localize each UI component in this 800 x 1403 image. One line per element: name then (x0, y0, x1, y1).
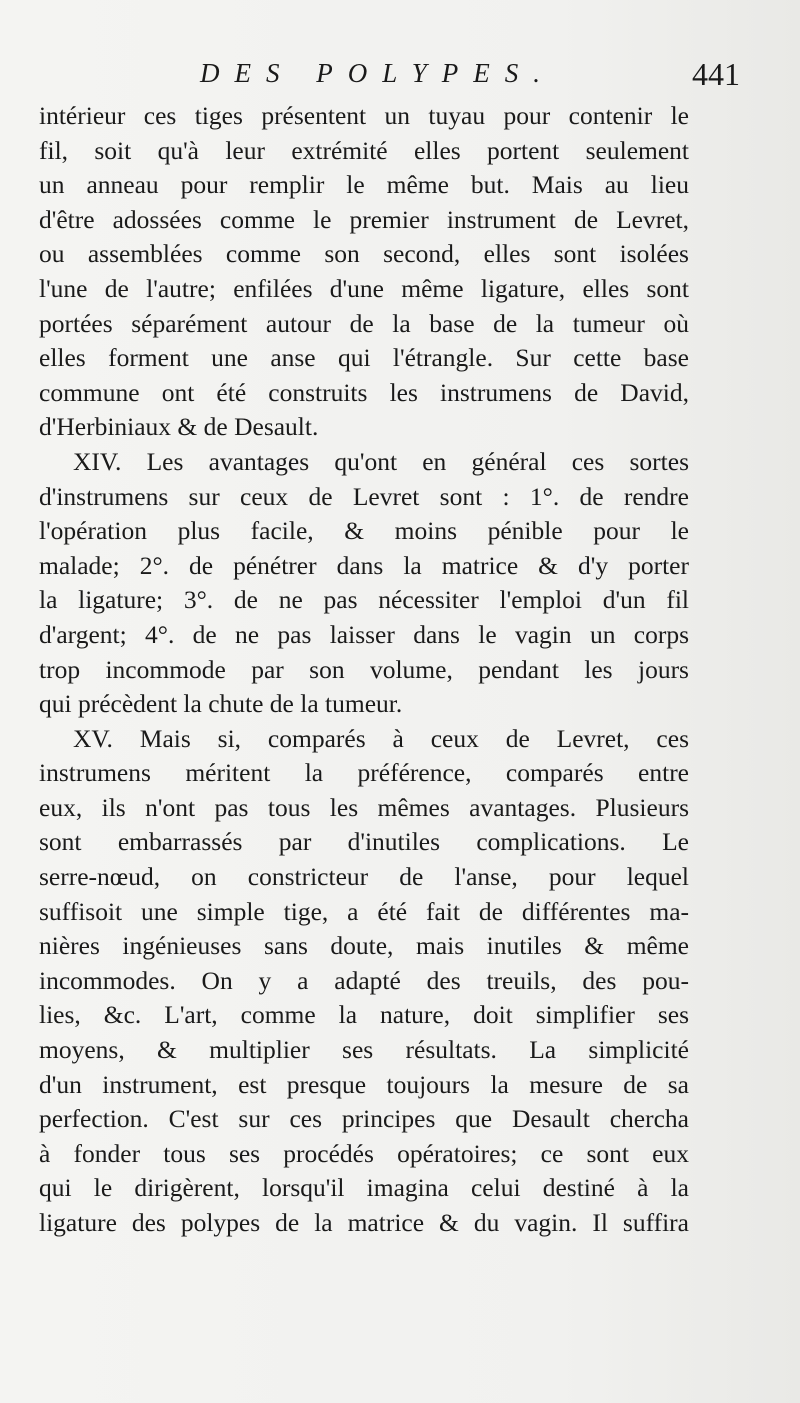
text-line: l'opération plus facile, & moins pénible pour le (39, 516, 689, 546)
page-number: 441 (692, 56, 740, 92)
text-line: lies, &c. L'art, comme la nature, doit simplifier ses (39, 1000, 689, 1030)
text-line: nières ingénieuses sans doute, mais inutiles & même (39, 931, 689, 961)
text-line: qui le dirigèrent, lorsqu'il imagina celui destiné à la (39, 1173, 689, 1203)
text-line: intérieur ces tiges présentent un tuyau pour contenir le (39, 101, 689, 130)
text-line: l'une de l'autre; enfilées d'une même ligature, elles sont (39, 273, 689, 303)
text-line: ou assemblées comme son second, elles sont isolées (39, 239, 689, 269)
text-line: elles forment une anse qui l'étrangle. Sur cette base (39, 343, 689, 373)
text-line: suffisoit une simple tige, a été fait de différentes ma- (39, 896, 689, 926)
text-line: portées séparément autour de la base de la tumeur où (39, 308, 689, 338)
text-line: incommodes. On y a adapté des treuils, des pou- (39, 965, 689, 995)
text-line: d'instrumens sur ceux de Levret sont : 1°. de rendre (39, 481, 689, 511)
text-line: perfection. C'est sur ces principes que Desault chercha (39, 1104, 689, 1134)
text-line: d'argent; 4°. de ne pas laisser dans le vagin un corps (39, 619, 689, 649)
body-text (39, 99, 689, 1241)
text-line: sont embarrassés par d'inutiles complications. Le (39, 827, 689, 857)
text-line: à fonder tous ses procédés opératoires; ce sont eux (39, 1138, 689, 1168)
text-line: d'un instrument, est presque toujours la mesure de sa (39, 1069, 689, 1099)
text-line: eux, ils n'ont pas tous les mêmes avantages. Plusieurs (39, 792, 689, 822)
text-line: malade; 2°. de pénétrer dans la matrice & d'y porter (39, 550, 689, 580)
text-line: instrumens méritent la préférence, comparés entre (39, 758, 689, 788)
text-line: trop incommode par son volume, pendant les jours (39, 654, 689, 684)
text-line: un anneau pour remplir le même but. Mais au lieu (39, 170, 689, 200)
text-line: d'Herbiniaux & de Desault. (39, 412, 319, 442)
page-header (40, 52, 740, 102)
text-line: serre-nœud, on constricteur de l'anse, pour lequel (39, 862, 689, 892)
paragraph-start-xiv: XIV. Les avantages qu'ont en général ces sortes (73, 446, 689, 476)
text-line: commune ont été construits les instrumens de David, (39, 377, 689, 407)
text-line: qui précèdent la chute de la tumeur. (39, 689, 403, 719)
running-title: DES POLYPES. (200, 58, 555, 88)
text-line: la ligature; 3°. de ne pas nécessiter l'emploi d'un fil (39, 585, 689, 615)
text-line: moyens, & multiplier ses résultats. La simplicité (39, 1035, 689, 1065)
text-line: ligature des polypes de la matrice & du vagin. Il suffira (39, 1208, 689, 1237)
text-line: fil, soit qu'à leur extrémité elles portent seulement (39, 135, 689, 165)
text-line: d'être adossées comme le premier instrument de Levret, (39, 204, 689, 234)
paragraph-start-xv: XV. Mais si, comparés à ceux de Levret, ces (73, 723, 689, 753)
